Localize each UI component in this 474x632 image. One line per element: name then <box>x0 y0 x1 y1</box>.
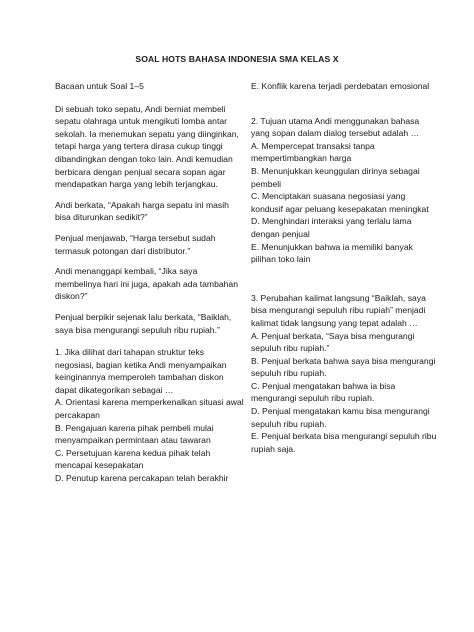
q3-option-c: C. Penjual mengatakan bahwa ia bisa mengurangi sepuluh ribu rupiah. <box>251 380 396 404</box>
q1-option-d: D. Penutup karena percakapan telah berakhir <box>55 473 229 484</box>
q2-option-b: B. Menunjukkan keunggulan dirinya sebagai pembeli <box>251 165 420 189</box>
q1-option-b: B. Pengajuan karena pihak pembeli mulai menyampaikan permintaan atau tawaran <box>55 422 214 446</box>
q3-option-d: D. Penjual mengatakan kamu bisa mengurangi sepuluh ribu rupiah. <box>251 406 430 429</box>
left-column <box>55 80 245 485</box>
q2-option-d: D. Menghindari interaksi yang terlalu lama dengan penjual <box>251 216 412 239</box>
story-paragraph-2: Andi berkata, “Apakah harga sepatu ini masih bisa diturunkan sedikit?” <box>55 199 229 223</box>
q3-option-e: E. Penjual berkata bisa mengurangi sepuluh ribu rupiah saja. <box>251 431 437 454</box>
story-paragraph-1: Di sebuah toko sepatu, Andi berniat membeli sepatu olahraga untuk mengikuti lomba antar sekolah. Ia menemukan sepatu yang diinginkan, tetapi harga yang tertera dirasa cukup tinggi dibandingkan dengan toko lain. Andi kemudian berbicara dengan penjual secara sopan agar mendapatkan harga yang lebih terjangkau. <box>55 103 239 190</box>
q2-option-e: E. Menunjukkan bahwa ia memiliki banyak pilihan toko lain <box>251 241 413 265</box>
story-paragraph-3: Penjual menjawab, “Harga tersebut sudah termasuk potongan dari distributor.” <box>55 232 216 256</box>
question-3: 3. Perubahan kalimat langsung “Baiklah, saya bisa mengurangi sepuluh ribu rupiah” menjadi kalimat tidak langsung yang tepat adalah … <box>251 292 426 328</box>
question-1: 1. Jika dilihat dari tahapan struktur teks negosiasi, bagian ketika Andi menyampaikan keinginannya memperoleh tambahan diskon dapat dikategorikan sebagai … <box>55 347 227 395</box>
document-title: SOAL HOTS BAHASA INDONESIA SMA KELAS X <box>135 54 339 64</box>
q3-option-b: B. Penjual berkata bahwa saya bisa mengurangi sepuluh ribu rupiah. <box>251 355 436 379</box>
story-paragraph-4: Andi menanggapi kembali, “Jika saya membelinya hari ini juga, apakah ada tambahan diskon?” <box>55 266 238 302</box>
reading-heading: Bacaan untuk Soal 1–5 <box>55 81 144 91</box>
story-paragraph-5: Penjual berpikir sejenak lalu berkata, “Baiklah, saya bisa mengurangi sepuluh ribu rupiah.” <box>55 311 232 335</box>
q1-option-a: A. Orientasi karena memperkenalkan situasi awal percakapan <box>55 397 244 421</box>
q2-option-c: C. Menciptakan suasana negosiasi yang kondusif agar peluang kesepakatan meningkat <box>251 191 429 214</box>
q1-option-e: E. Konflik karena terjadi perdebatan emosional <box>251 81 430 91</box>
q2-option-a: A. Mempercepat transaksi tanpa mempertimbangkan harga <box>251 140 375 164</box>
question-2: 2. Tujuan utama Andi menggunakan bahasa yang sopan dalam dialog tersebut adalah … <box>251 115 420 139</box>
q1-option-c: C. Persetujuan karena kedua pihak telah mencapai kesepakatan <box>55 447 211 471</box>
q3-option-a: A. Penjual berkata, “Saya bisa mengurangi sepuluh ribu rupiah.” <box>251 330 415 354</box>
right-column <box>251 80 439 455</box>
